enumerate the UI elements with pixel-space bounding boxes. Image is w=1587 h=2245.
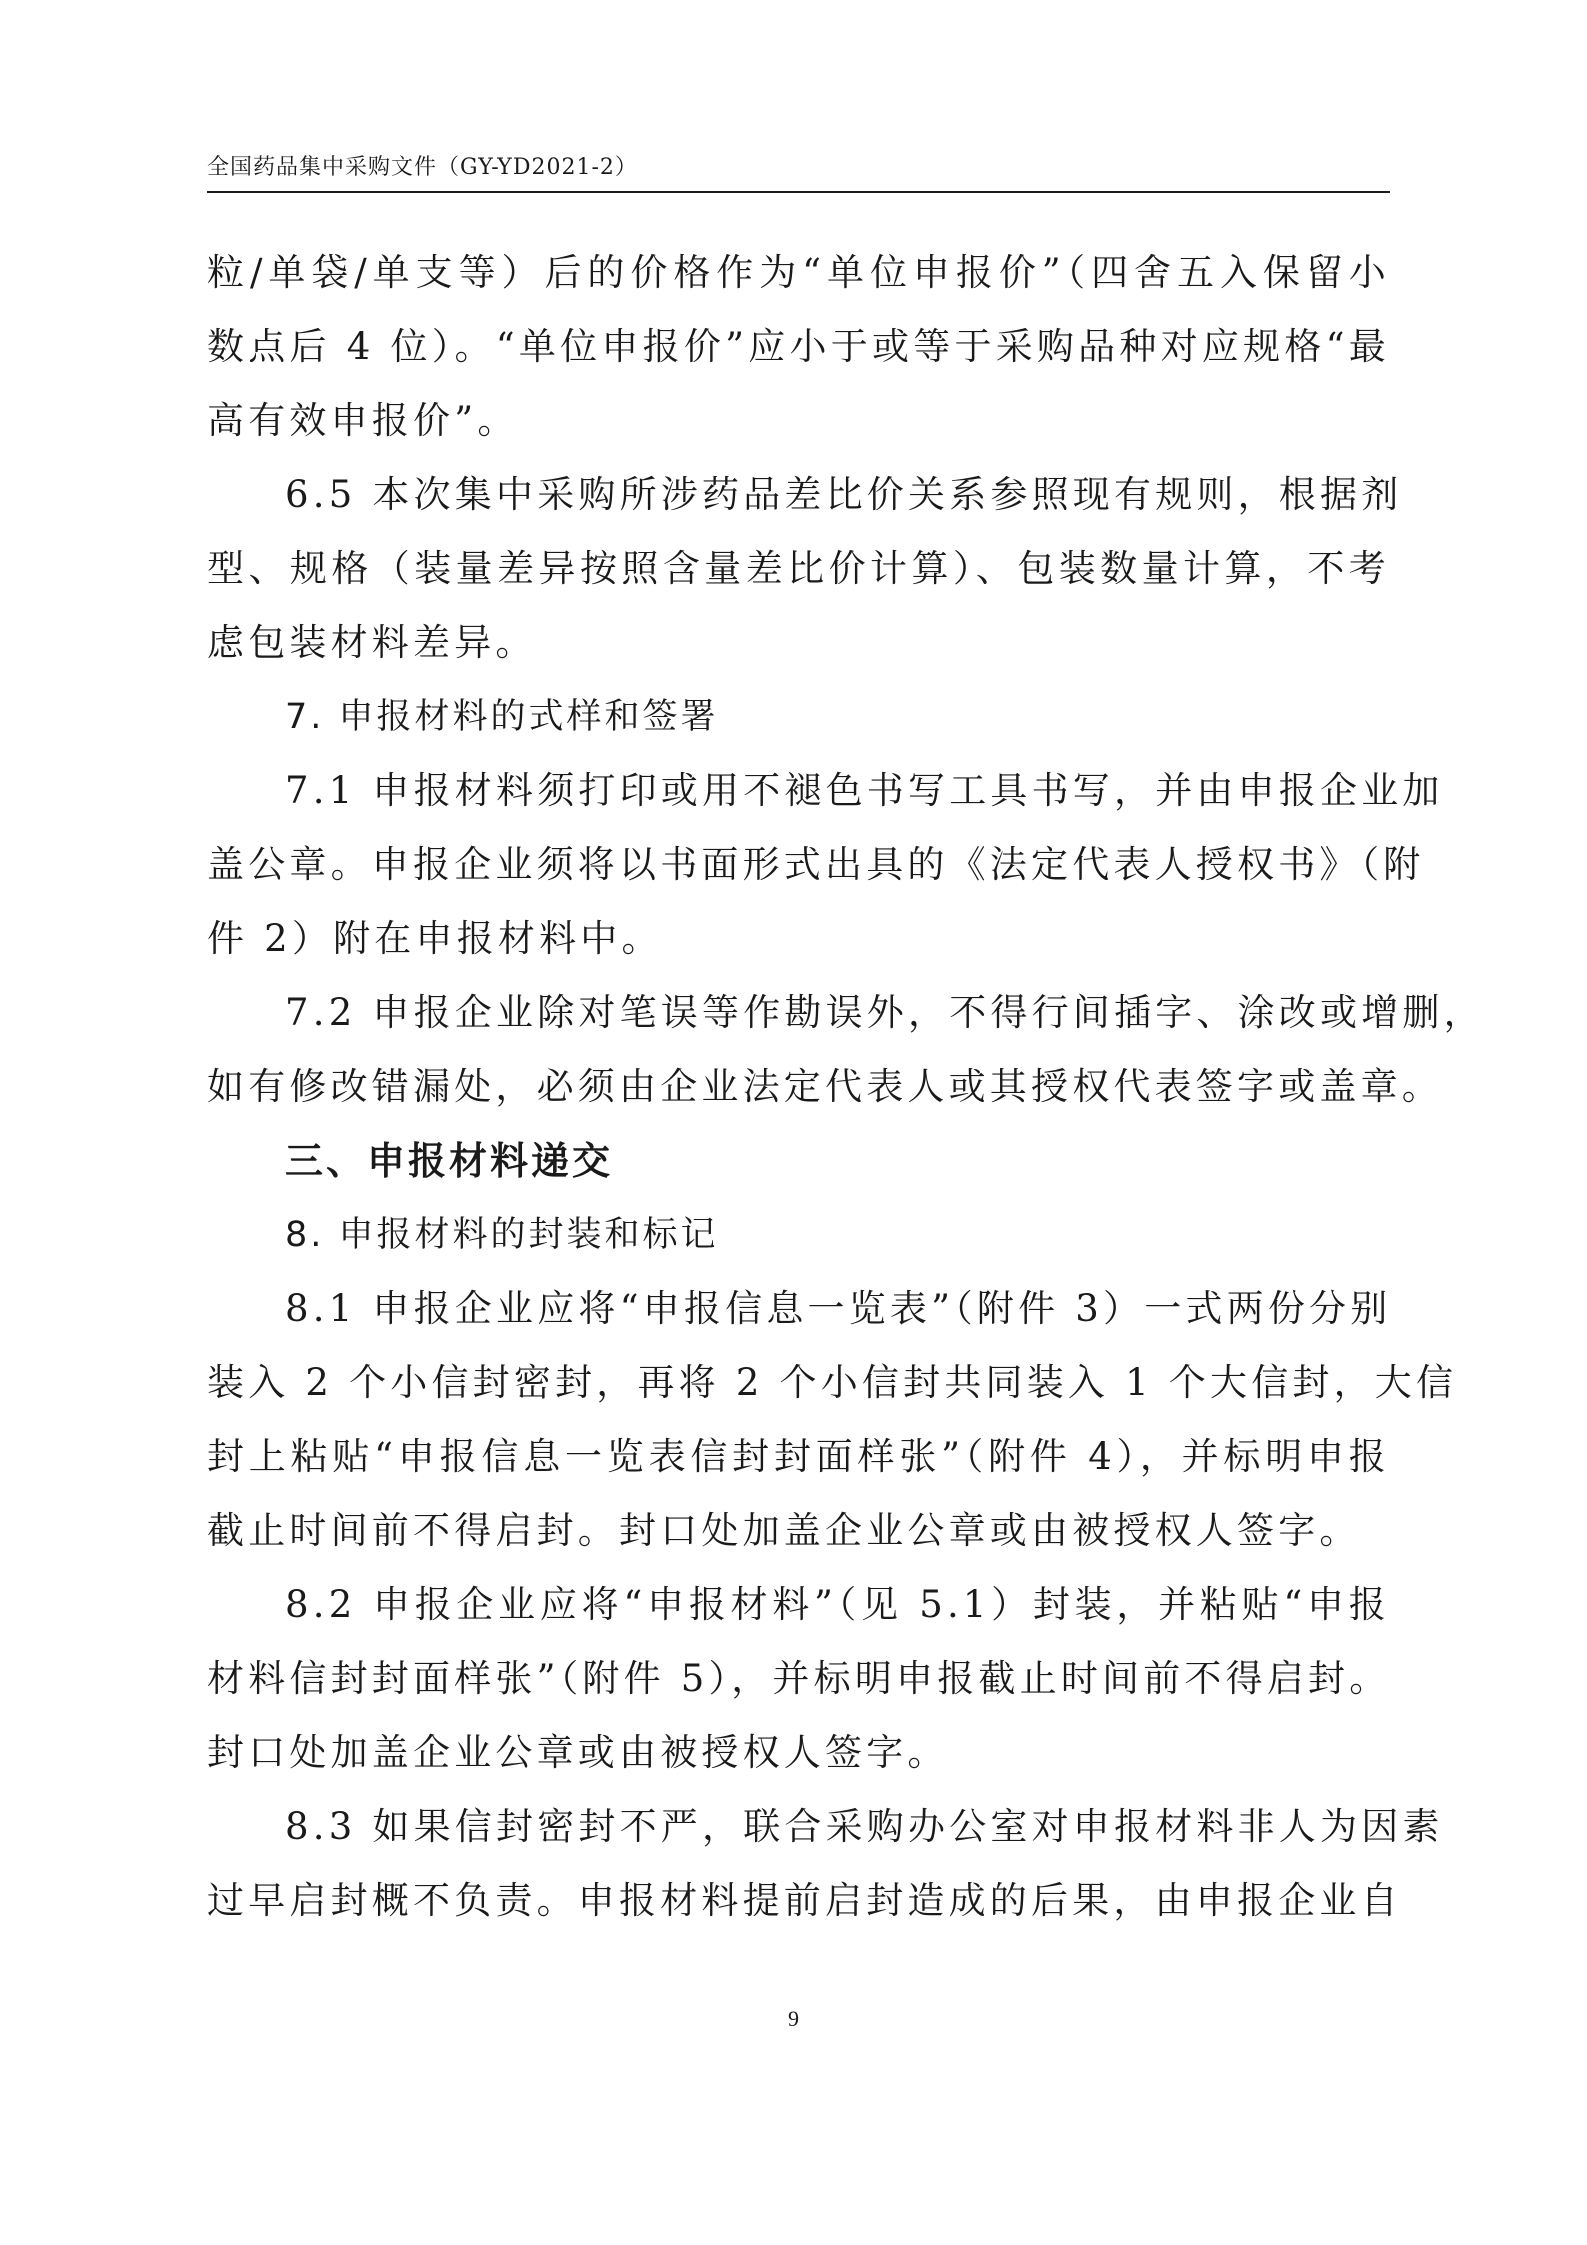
document-body bbox=[207, 236, 1485, 1938]
body-line: 虑包装材料差异。 bbox=[207, 621, 537, 664]
body-line: 高有效申报价”。 bbox=[207, 399, 519, 442]
body-line: 封口处加盖企业公章或由被授权人签字。 bbox=[207, 1731, 949, 1774]
clause-8-2: 8.2 申报企业应将“申报材料”（见 5.1）封装，并粘贴“申报 bbox=[285, 1583, 1390, 1626]
body-line: 截止时间前不得启封。封口处加盖企业公章或由被授权人签字。 bbox=[207, 1509, 1361, 1552]
clause-6-5: 6.5 本次集中采购所涉药品差比价关系参照现有规则，根据剂 bbox=[285, 473, 1403, 516]
body-line: 型、规格（装量差异按照含量差比价计算）、包装数量计算，不考 bbox=[207, 547, 1390, 590]
body-line: 装入 2 个小信封密封，再将 2 个小信封共同装入 1 个大信封，大信 bbox=[207, 1361, 1458, 1404]
body-line: 材料信封封面样张”（附件 5），并标明申报截止时间前不得启封。 bbox=[207, 1657, 1391, 1700]
clause-8-3: 8.3 如果信封密封不严，联合采购办公室对申报材料非人为因素 bbox=[285, 1805, 1444, 1848]
body-line: 过早启封概不负责。申报材料提前启封造成的后果，由申报企业自 bbox=[207, 1879, 1402, 1922]
clause-7-2: 7.2 申报企业除对笔误等作勘误外，不得行间插字、涂改或增删， bbox=[285, 991, 1485, 1034]
body-line: 粒/单袋/单支等）后的价格作为“单位申报价”（四舍五入保留小 bbox=[207, 251, 1390, 294]
body-line: 封上粘贴“申报信息一览表信封封面样张”（附件 4），并标明申报 bbox=[207, 1435, 1390, 1478]
section-heading-3: 三、申报材料递交 bbox=[285, 1139, 614, 1183]
page-number: 9 bbox=[788, 2006, 799, 2031]
body-line: 件 2）附在申报材料中。 bbox=[207, 917, 663, 960]
body-line: 盖公章。申报企业须将以书面形式出具的《法定代表人授权书》（附 bbox=[207, 843, 1425, 886]
running-header: 全国药品集中采购文件（GY-YD2021-2） bbox=[207, 155, 638, 180]
header-rule bbox=[207, 191, 1390, 193]
clause-7-1: 7.1 申报材料须打印或用不褪色书写工具书写，并由申报企业加 bbox=[285, 769, 1444, 812]
subheading-7: 7. 申报材料的式样和签署 bbox=[285, 697, 719, 737]
body-line: 如有修改错漏处，必须由企业法定代表人或其授权代表签字或盖章。 bbox=[207, 1065, 1443, 1108]
clause-8-1: 8.1 申报企业应将“申报信息一览表”（附件 3）一式两份分别 bbox=[285, 1287, 1392, 1330]
subheading-8: 8. 申报材料的封装和标记 bbox=[285, 1215, 719, 1255]
body-line: 数点后 4 位）。“单位申报价”应小于或等于采购品种对应规格“最 bbox=[207, 325, 1390, 368]
